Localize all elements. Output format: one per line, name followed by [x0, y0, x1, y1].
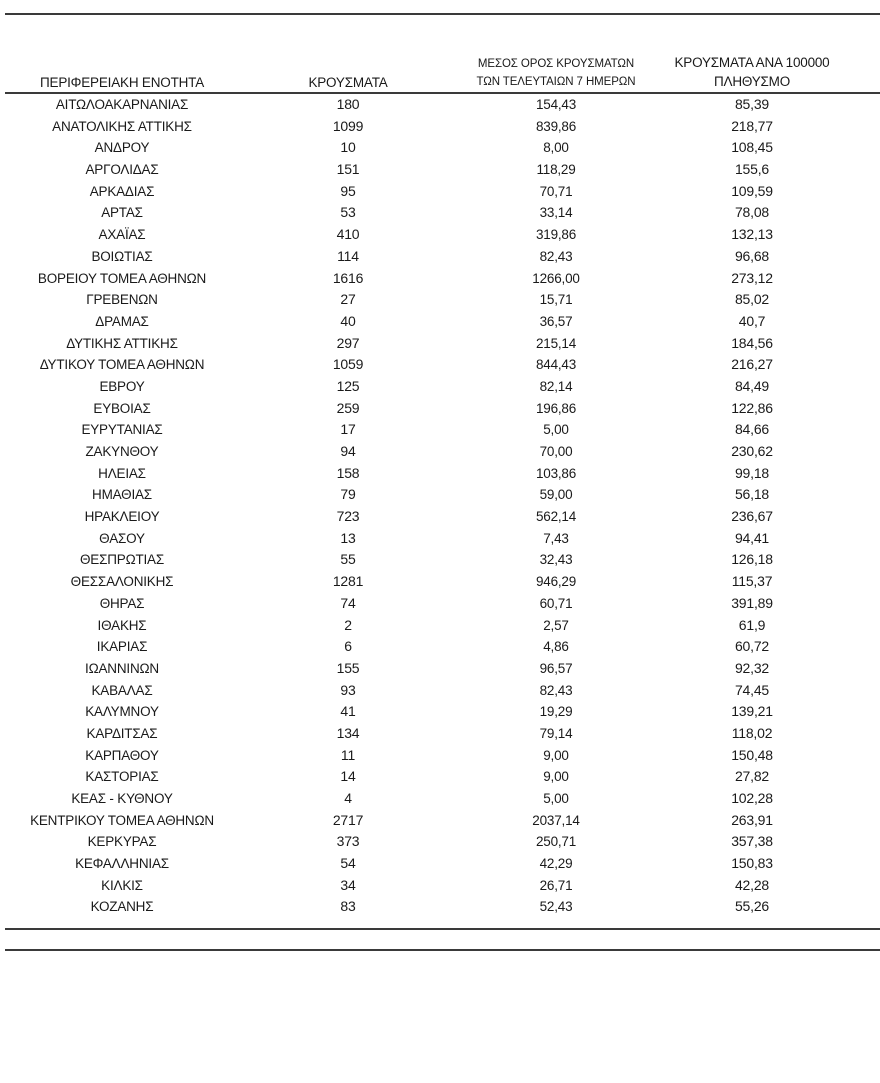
cell-cases-per-100k: 115,37 — [731, 573, 773, 590]
table-row — [0, 593, 880, 615]
cell-cases: 79 — [340, 486, 356, 503]
cell-regional-unit: ΗΡΑΚΛΕΙΟΥ — [84, 509, 160, 525]
cell-cases: 155 — [336, 659, 360, 676]
cell-7day-average: 103,86 — [535, 465, 577, 481]
cell-cases: 180 — [336, 96, 360, 112]
cell-cases: 114 — [337, 247, 359, 264]
cell-regional-unit: ΑΡΚΑΔΙΑΣ — [89, 183, 155, 199]
table-row — [0, 528, 880, 550]
cell-regional-unit: ΚΑΡΠΑΘΟΥ — [85, 747, 159, 763]
cell-7day-average: 19,29 — [539, 704, 573, 720]
cell-cases-per-100k: 78,08 — [734, 204, 770, 221]
table-row — [0, 484, 880, 506]
cell-cases: 34 — [340, 876, 356, 893]
cell-7day-average: 4,86 — [543, 639, 569, 655]
cell-cases-per-100k: 118,02 — [731, 724, 773, 741]
table-row — [0, 853, 880, 875]
cell-7day-average: 2,57 — [543, 617, 569, 633]
cell-regional-unit: ΚΟΖΑΝΗΣ — [90, 899, 154, 915]
cell-regional-unit: ΚΕΦΑΛΛΗΝΙΑΣ — [75, 856, 169, 872]
cell-regional-unit: ΗΜΑΘΙΑΣ — [92, 487, 152, 503]
header-regional-unit-label: ΠΕΡΙΦΕΡΕΙΑΚΗ ΕΝΟΤΗΤΑ — [39, 75, 205, 90]
cell-cases-per-100k: 122,86 — [731, 399, 773, 416]
cell-regional-unit: ΚΑΒΑΛΑΣ — [91, 682, 153, 698]
cell-7day-average: 15,71 — [539, 292, 573, 308]
cell-cases-per-100k: 230,62 — [731, 443, 773, 459]
cell-7day-average: 154,43 — [535, 97, 577, 112]
cell-cases-per-100k: 85,39 — [734, 96, 770, 112]
cell-regional-unit: ΕΒΡΟΥ — [99, 378, 145, 394]
cell-7day-average: 32,43 — [539, 552, 573, 568]
cell-cases-per-100k: 132,13 — [731, 226, 773, 243]
cell-7day-average: 118,29 — [536, 162, 576, 178]
header-cases-per-100k — [652, 53, 852, 91]
table-row — [0, 896, 880, 918]
cell-7day-average: 946,29 — [535, 574, 577, 590]
bottom-rule-2 — [5, 949, 880, 951]
cell-cases: 74 — [340, 594, 356, 611]
cell-cases: 6 — [344, 638, 352, 655]
cell-regional-unit: ΑΡΤΑΣ — [101, 205, 143, 221]
cell-7day-average: 9,00 — [543, 769, 569, 785]
header-cases-per-100k-line1: ΚΡΟΥΣΜΑΤΑ ΑΝΑ 100000 — [674, 55, 830, 70]
cell-regional-unit: ΑΧΑΪΑΣ — [98, 227, 146, 243]
table-row — [0, 354, 880, 376]
cell-cases-per-100k: 236,67 — [731, 508, 773, 525]
cell-regional-unit: ΔΡΑΜΑΣ — [95, 313, 149, 329]
cell-cases-per-100k: 84,49 — [734, 377, 770, 394]
cell-regional-unit: ΚΑΣΤΟΡΙΑΣ — [85, 769, 159, 785]
cell-cases-per-100k: 109,59 — [731, 182, 773, 199]
cell-cases-per-100k: 84,66 — [734, 421, 770, 438]
table-body — [0, 94, 880, 918]
cell-cases-per-100k: 155,6 — [734, 161, 770, 178]
cell-regional-unit: ΕΥΒΟΙΑΣ — [93, 400, 151, 416]
cell-7day-average: 70,00 — [539, 444, 573, 459]
cell-cases: 93 — [340, 681, 356, 698]
cell-regional-unit: ΓΡΕΒΕΝΩΝ — [86, 292, 158, 308]
cell-regional-unit: ΑΝΑΤΟΛΙΚΗΣ ΑΤΤΙΚΗΣ — [52, 118, 192, 134]
cell-cases: 373 — [336, 833, 360, 850]
table-row — [0, 94, 880, 116]
table-row — [0, 419, 880, 441]
cell-cases: 13 — [340, 529, 356, 546]
cell-cases-per-100k: 99,18 — [734, 464, 770, 481]
cell-cases-per-100k: 96,68 — [734, 247, 770, 264]
cell-cases: 40 — [340, 312, 356, 329]
cell-cases: 125 — [336, 377, 360, 394]
cell-regional-unit: ΖΑΚΥΝΘΟΥ — [85, 444, 159, 459]
cell-7day-average: 2037,14 — [532, 812, 580, 828]
cell-cases-per-100k: 108,45 — [731, 139, 773, 156]
table-row — [0, 224, 880, 246]
cell-regional-unit: ΘΗΡΑΣ — [99, 595, 145, 611]
cell-cases-per-100k: 55,26 — [734, 898, 770, 915]
cell-cases: 94 — [340, 443, 356, 459]
cell-7day-average: 215,14 — [535, 335, 577, 351]
cell-7day-average: 319,86 — [535, 227, 577, 243]
cell-cases: 4 — [344, 790, 352, 806]
table-row — [0, 766, 880, 788]
cell-cases-per-100k: 357,38 — [731, 833, 773, 850]
cell-7day-average: 1266,00 — [532, 270, 580, 286]
cell-cases: 53 — [340, 204, 356, 221]
cell-cases-per-100k: 184,56 — [731, 334, 773, 351]
cell-cases: 158 — [336, 464, 360, 481]
cell-7day-average: 60,71 — [539, 595, 573, 611]
cell-cases-per-100k: 126,18 — [731, 551, 773, 568]
cell-regional-unit: ΙΩΑΝΝΙΝΩΝ — [85, 660, 159, 676]
cell-cases: 1059 — [332, 356, 364, 373]
cell-cases-per-100k: 40,7 — [738, 312, 766, 329]
cell-cases-per-100k: 150,48 — [731, 746, 773, 763]
cell-cases-per-100k: 139,21 — [731, 703, 773, 720]
cell-regional-unit: ΚΕΑΣ - ΚΥΘΝΟΥ — [71, 791, 173, 806]
cell-regional-unit: ΚΑΡΔΙΤΣΑΣ — [86, 725, 158, 741]
cell-cases-per-100k: 273,12 — [731, 269, 773, 286]
table-row — [0, 202, 880, 224]
cell-cases: 54 — [340, 855, 356, 872]
cell-cases: 11 — [340, 746, 356, 763]
cell-cases-per-100k: 263,91 — [731, 811, 773, 828]
cell-7day-average: 8,00 — [543, 140, 569, 156]
table-row — [0, 701, 880, 723]
cell-cases-per-100k: 150,83 — [731, 855, 773, 872]
cell-regional-unit: ΒΟΡΕΙΟΥ ΤΟΜΕΑ ΑΘΗΝΩΝ — [37, 270, 207, 286]
table-row — [0, 289, 880, 311]
cell-regional-unit: ΙΚΑΡΙΑΣ — [96, 639, 148, 655]
table-row — [0, 723, 880, 745]
cell-7day-average: 70,71 — [539, 183, 573, 199]
cell-cases: 1281 — [332, 573, 364, 590]
header-cases-per-100k-line2: ΠΛΗΘΥΣΜΟ — [713, 74, 791, 89]
cell-7day-average: 839,86 — [535, 118, 577, 134]
table-row — [0, 875, 880, 897]
cell-cases-per-100k: 391,89 — [731, 594, 773, 611]
cell-regional-unit: ΑΝΔΡΟΥ — [94, 140, 150, 156]
cell-cases: 259 — [336, 399, 360, 416]
cell-regional-unit: ΚΑΛΥΜΝΟΥ — [85, 704, 159, 720]
cell-7day-average: 196,86 — [535, 400, 577, 416]
cell-cases: 297 — [336, 334, 360, 351]
cell-cases: 1616 — [332, 269, 364, 286]
table-row — [0, 246, 880, 268]
table-row — [0, 680, 880, 702]
cell-cases-per-100k: 27,82 — [734, 768, 770, 785]
cell-regional-unit: ΘΕΣΠΡΩΤΙΑΣ — [79, 552, 165, 568]
cell-7day-average: 82,14 — [539, 378, 573, 394]
header-7day-average-line1: ΜΕΣΟΣ ΟΡΟΣ ΚΡΟΥΣΜΑΤΩΝ — [477, 58, 635, 70]
cell-regional-unit: ΒΟΙΩΤΙΑΣ — [91, 248, 153, 264]
cell-cases-per-100k: 60,72 — [734, 638, 770, 655]
table-row — [0, 615, 880, 637]
cell-7day-average: 9,00 — [543, 747, 569, 763]
cell-7day-average: 7,43 — [543, 530, 569, 546]
header-cases-label: ΚΡΟΥΣΜΑΤΑ — [308, 75, 388, 90]
cell-regional-unit: ΘΕΣΣΑΛΟΝΙΚΗΣ — [70, 574, 174, 590]
cell-cases-per-100k: 102,28 — [731, 790, 773, 806]
table-row — [0, 376, 880, 398]
table-row — [0, 159, 880, 181]
cell-cases: 83 — [340, 898, 356, 915]
cell-7day-average: 82,43 — [539, 248, 573, 264]
cell-cases-per-100k: 92,32 — [734, 659, 770, 676]
table-row — [0, 831, 880, 853]
cell-cases-per-100k: 56,18 — [734, 486, 770, 503]
cell-cases-per-100k: 216,27 — [731, 356, 773, 373]
table-row — [0, 788, 880, 810]
cell-cases-per-100k: 61,9 — [738, 616, 766, 633]
cell-cases: 1099 — [332, 117, 364, 134]
cell-cases: 55 — [340, 551, 356, 568]
header-7day-average — [446, 55, 666, 91]
cell-cases: 2 — [344, 616, 352, 633]
cell-cases: 151 — [336, 161, 360, 178]
cell-regional-unit: ΗΛΕΙΑΣ — [98, 465, 146, 481]
table-row — [0, 268, 880, 290]
table-row — [0, 658, 880, 680]
cell-cases-per-100k: 218,77 — [731, 117, 773, 134]
cell-cases: 723 — [336, 508, 360, 525]
cell-7day-average: 96,57 — [539, 660, 573, 676]
table-row — [0, 333, 880, 355]
table-row — [0, 311, 880, 333]
cell-cases: 10 — [340, 139, 356, 156]
table-row — [0, 745, 880, 767]
table-row — [0, 571, 880, 593]
cell-cases-per-100k: 94,41 — [734, 529, 770, 546]
cell-7day-average: 26,71 — [539, 877, 573, 893]
cell-cases: 27 — [340, 291, 356, 308]
table-row — [0, 810, 880, 832]
cell-7day-average: 250,71 — [535, 834, 577, 850]
header-cases — [288, 74, 408, 91]
table-row — [0, 636, 880, 658]
cell-7day-average: 33,14 — [539, 205, 573, 221]
table-row — [0, 506, 880, 528]
cell-regional-unit: ΔΥΤΙΚΗΣ ΑΤΤΙΚΗΣ — [66, 335, 178, 351]
cell-cases: 410 — [336, 226, 360, 243]
table-row — [0, 549, 880, 571]
header-regional-unit — [22, 74, 222, 91]
cell-regional-unit: ΑΡΓΟΛΙΔΑΣ — [85, 162, 159, 178]
header-7day-average-line2: ΤΩΝ ΤΕΛΕΥΤΑΙΩΝ 7 ΗΜΕΡΩΝ — [476, 76, 636, 88]
cell-regional-unit: ΚΕΝΤΡΙΚΟΥ ΤΟΜΕΑ ΑΘΗΝΩΝ — [30, 812, 214, 828]
cell-cases: 14 — [340, 768, 356, 785]
cell-regional-unit: ΑΙΤΩΛΟΑΚΑΡΝΑΝΙΑΣ — [55, 97, 189, 112]
cell-cases: 95 — [340, 182, 356, 199]
cell-cases-per-100k: 74,45 — [734, 681, 770, 698]
cell-7day-average: 52,43 — [539, 899, 573, 915]
table-row — [0, 463, 880, 485]
table-header — [0, 50, 880, 92]
cell-7day-average: 5,00 — [543, 422, 569, 438]
top-rule — [5, 13, 880, 15]
cell-regional-unit: ΚΕΡΚΥΡΑΣ — [87, 834, 157, 850]
table-row — [0, 398, 880, 420]
cell-7day-average: 5,00 — [543, 791, 569, 806]
cell-7day-average: 36,57 — [539, 313, 573, 329]
table-row — [0, 441, 880, 463]
table-row — [0, 137, 880, 159]
cell-regional-unit: ΙΘΑΚΗΣ — [97, 617, 147, 633]
cell-7day-average: 844,43 — [535, 357, 577, 373]
cell-7day-average: 562,14 — [535, 509, 577, 525]
cell-cases: 41 — [340, 703, 356, 720]
cell-7day-average: 79,14 — [539, 725, 573, 741]
cell-cases-per-100k: 85,02 — [734, 291, 770, 308]
bottom-rule-1 — [5, 928, 880, 930]
cell-7day-average: 59,00 — [539, 487, 573, 503]
cell-7day-average: 82,43 — [539, 682, 573, 698]
cell-7day-average: 42,29 — [539, 856, 573, 872]
table-row — [0, 116, 880, 138]
table-row — [0, 181, 880, 203]
cell-regional-unit: ΘΑΣΟΥ — [99, 530, 145, 546]
cell-cases: 17 — [340, 421, 356, 438]
cell-regional-unit: ΚΙΛΚΙΣ — [101, 877, 143, 893]
cell-regional-unit: ΔΥΤΙΚΟΥ ΤΟΜΕΑ ΑΘΗΝΩΝ — [39, 357, 205, 373]
cell-cases-per-100k: 42,28 — [734, 876, 770, 893]
cell-regional-unit: ΕΥΡΥΤΑΝΙΑΣ — [81, 422, 163, 438]
cell-cases: 134 — [336, 724, 360, 741]
cell-cases: 2717 — [332, 811, 364, 828]
